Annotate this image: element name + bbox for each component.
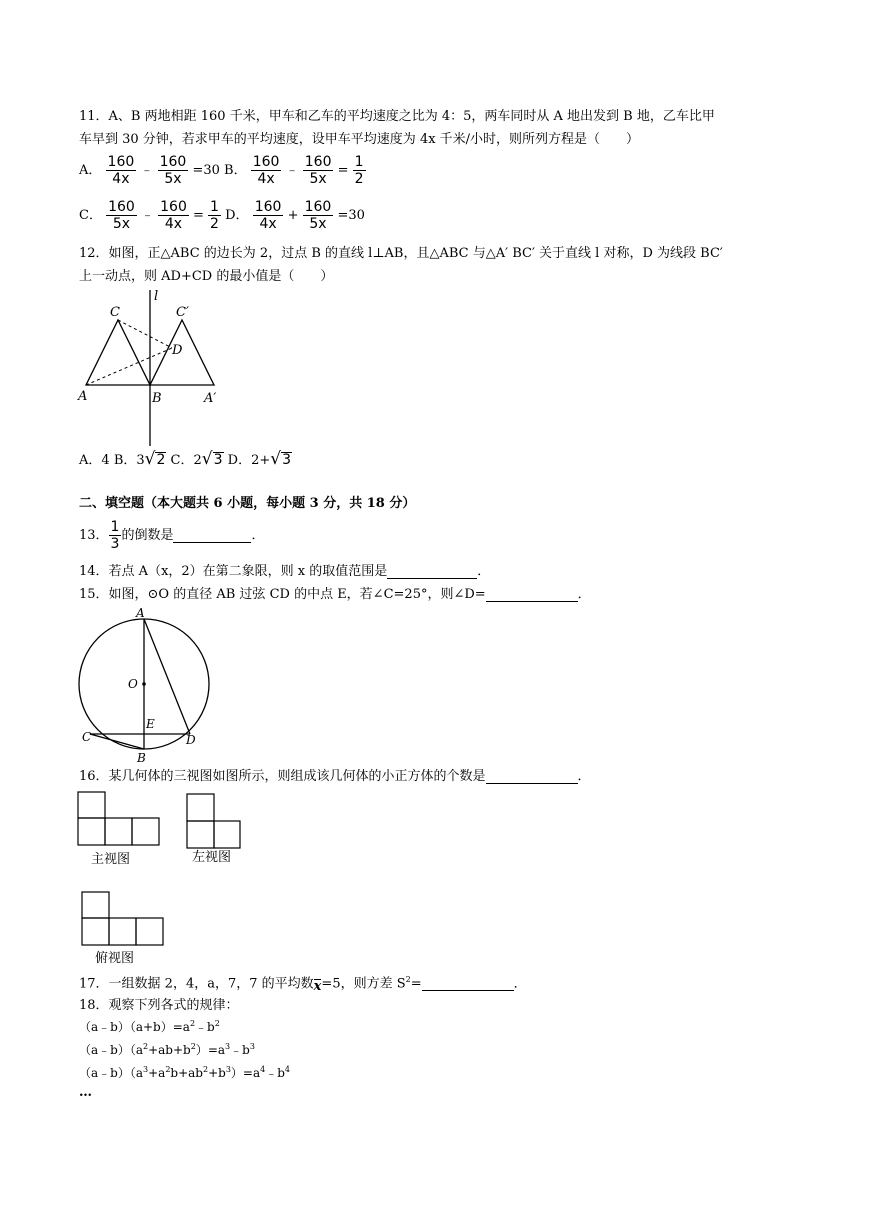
q15-end: ． — [577, 587, 591, 602]
q12-opt-d-pre: D．2+ — [227, 453, 271, 468]
q13-text: 的倒数是 — [121, 528, 174, 543]
q18-ellipsis: … — [79, 1085, 92, 1100]
q11-b-eq: = — [337, 163, 349, 178]
q17-xbar: x — [313, 979, 322, 995]
q11-c-label: C． — [79, 208, 102, 223]
q16-text: 16．某几何体的三视图如图所示，则组成该几何体的小正方体的个数是 — [79, 769, 486, 784]
label-c: C — [82, 730, 92, 744]
q14-answer-blank[interactable] — [387, 565, 477, 579]
q12-triangle-figure — [72, 286, 232, 448]
q11-d-frac2: $\frac{160}{5x}$ — [304, 199, 332, 232]
q15-text: 15．如图，⊙O 的直径 AB 过弦 CD 的中点 E，若∠C=25°，则∠D= — [79, 587, 486, 602]
triangle-abc — [86, 320, 150, 385]
q18-line1: $(a﹣b)(a+b)=a^2﹣b^2$ — [79, 1019, 220, 1034]
q11-c-frac1: $\frac{160}{5x}$ — [108, 199, 135, 232]
q11-b-label: B． — [224, 163, 247, 178]
q14 — [79, 565, 490, 579]
q12-options — [79, 451, 292, 468]
q12-opt-b-sqrt: √2 — [144, 449, 166, 469]
q11-b-frac3: $\frac{1}{2}$ — [354, 154, 364, 187]
q18-line3: $(a﹣b)(a^3+a^2b+ab^2+b^3)=a^4﹣b^4$ — [79, 1065, 291, 1080]
top-view-caption: 俯视图 — [95, 951, 135, 966]
q13-answer-blank[interactable] — [173, 529, 251, 543]
segment-cd — [118, 320, 172, 348]
q17-text: 17．一组数据 2，4，a，7，7 的平均数 — [79, 976, 314, 992]
label-a: A — [136, 606, 145, 620]
q17-sup: 2 — [405, 975, 411, 984]
center-dot — [142, 682, 146, 686]
left-view-caption: 左视图 — [192, 850, 232, 865]
q17 — [79, 975, 527, 995]
q11-c-frac2: $\frac{160}{4x}$ — [160, 199, 187, 232]
q16-end: ． — [577, 769, 591, 784]
front-view-figure — [76, 790, 162, 848]
q16 — [79, 770, 591, 784]
q11-d-frac1: $\frac{160}{4x}$ — [254, 199, 282, 232]
q11-b-minus: ﹣ — [285, 163, 299, 178]
q11-b-frac1: $\frac{160}{4x}$ — [252, 154, 280, 187]
label-a: A — [78, 389, 88, 404]
left-view-figure — [185, 792, 243, 850]
q12-opt-d-sqrt: √3 — [270, 449, 292, 469]
q17-answer-blank[interactable] — [422, 977, 514, 991]
q11-c-minus: ﹣ — [140, 208, 154, 223]
q11-a-rest: =30 — [192, 163, 220, 178]
q12-opt-b-pre: B．3 — [113, 453, 145, 468]
q11-c-eq: = — [193, 208, 204, 223]
label-b: B — [137, 751, 146, 765]
q15 — [79, 588, 591, 602]
q11-options-cd — [79, 200, 365, 231]
q12-opt-c-pre: C．2 — [170, 453, 202, 468]
q14-end: ． — [477, 564, 491, 579]
q14-text: 14．若点 A（x，2）在第二象限，则 x 的取值范围是 — [79, 564, 388, 579]
top-view-figure — [80, 890, 166, 948]
q11-c-frac3: $\frac{1}{2}$ — [210, 199, 219, 232]
q13-end: ． — [251, 528, 265, 543]
q18-title: 18．观察下列各式的规律： — [79, 998, 239, 1013]
q12-line2: 上一动点，则 AD+CD 的最小值是（ ） — [79, 269, 334, 284]
q13-num: 13． — [79, 528, 109, 543]
label-l: l — [154, 289, 159, 304]
q11-line2: 车早到 30 分钟，若求甲车的平均速度，设甲车平均速度为 4x 千米/小时，则所列方程是（ ） — [79, 132, 640, 147]
label-e: E — [146, 717, 155, 731]
segment-cb — [90, 734, 144, 749]
q12-opt-c-sqrt: √3 — [201, 449, 223, 469]
q11-a-frac1: $\frac{160}{4x}$ — [107, 154, 135, 187]
q17-end: ． — [513, 976, 527, 992]
q12-opt-a: A．4 — [79, 453, 110, 468]
q11-d-rest: =30 — [337, 208, 365, 223]
label-d: D — [186, 733, 196, 747]
q13 — [79, 520, 265, 551]
q11-b-frac2: $\frac{160}{5x}$ — [304, 154, 332, 187]
label-b: B — [152, 391, 162, 406]
q13-frac: $\frac{1}{3}$ — [110, 519, 120, 552]
label-d: D — [172, 343, 183, 358]
label-c-prime: C′ — [176, 305, 189, 320]
q11-d-label: D． — [225, 208, 249, 223]
q16-answer-blank[interactable] — [486, 770, 578, 784]
label-a-prime: A′ — [204, 391, 217, 406]
q18-line2: $(a﹣b)(a^2+ab+b^2)=a^3﹣b^3$ — [79, 1042, 255, 1057]
q12-line1: 12．如图，正△ABC 的边长为 2，过点 B 的直线 l⊥AB，且△ABC 与△A′ BC′ 关于直线 l 对称，D 为线段 BC′ — [79, 246, 723, 261]
q11-options-ab — [79, 155, 366, 186]
q11-line1: 11．A、B 两地相距 160 千米，甲车和乙车的平均速度之比为 4：5，两车同时从 A 地出发到 B 地，乙车比甲 — [79, 109, 715, 124]
label-c: C — [110, 305, 120, 320]
q15-answer-blank[interactable] — [486, 588, 578, 602]
label-o: O — [128, 677, 138, 691]
q15-circle-figure — [74, 604, 214, 766]
q17-text3: = — [410, 976, 422, 992]
q17-text2: =5，则方差 S — [321, 976, 406, 992]
front-view-caption: 主视图 — [91, 852, 131, 867]
q11-a-minus: ﹣ — [140, 163, 154, 178]
q11-d-plus: + — [287, 208, 299, 223]
q11-a-label: A． — [79, 163, 102, 178]
section2-title: 二、填空题（本大题共 6 小题，每小题 3 分，共 18 分） — [79, 496, 416, 511]
q11-a-frac2: $\frac{160}{5x}$ — [159, 154, 187, 187]
